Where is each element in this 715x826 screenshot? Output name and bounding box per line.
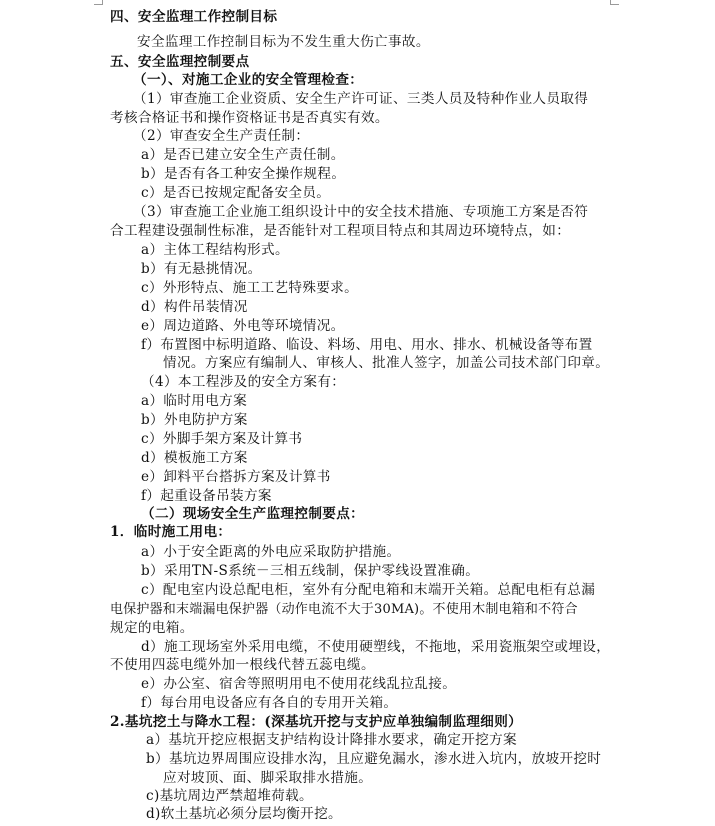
list-item: c）外形特点、施工工艺特殊要求。 <box>141 280 359 296</box>
list-item: b）采用TN-S系统－三相五线制，保护零线设置准确。 <box>141 563 480 579</box>
paragraph-line: 规定的电箱。 <box>110 620 194 636</box>
list-item: a）临时用电方案 <box>141 393 248 409</box>
section-heading: 四、安全监理工作控制目标 <box>110 9 278 25</box>
list-item: a）是否已建立安全生产责任制。 <box>141 147 345 163</box>
list-item: d)软土基坑必须分层均衡开挖。 <box>146 806 342 822</box>
list-item: c）配电室内设总配电柜，室外有分配电箱和末端开关箱。总配电柜有总漏 <box>141 582 596 598</box>
margin-corner-mark <box>610 0 619 5</box>
list-item: e）周边道路、外电等环境情况。 <box>141 318 345 334</box>
subsection-heading: （一）、对施工企业的安全管理检查： <box>133 72 364 88</box>
paragraph-line: （2）审查安全生产责任制： <box>133 128 310 144</box>
paragraph-line: 电保护器和末端漏电保护器（动作电流不大于30MA)。不使用木制电箱和不符合 <box>110 602 578 617</box>
list-item-continuation: 应对坡顶、面、脚采取排水措施。 <box>163 770 373 786</box>
list-item-continuation: 情况。方案应有编制人、审核人、批准人签字，加盖公司技术部门印章。 <box>163 355 610 371</box>
list-item: e）卸料平台搭拆方案及计算书 <box>141 469 331 485</box>
list-item: c)基坑周边严禁超堆荷载。 <box>146 788 313 804</box>
paragraph-line: 安全监理工作控制目标为不发生重大伤亡事故。 <box>137 34 430 50</box>
list-item: f）每台用电设备应有各自的专用开关箱。 <box>141 695 398 711</box>
list-item: b）外电防护方案 <box>141 412 248 428</box>
list-item: e）办公室、宿舍等照明用电不使用花线乱拉乱接。 <box>141 676 457 692</box>
list-item: c）外脚手架方案及计算书 <box>141 431 303 447</box>
subsection-heading: 1．临时施工用电： <box>110 524 232 540</box>
margin-corner-mark <box>94 0 103 5</box>
list-item: d）施工现场室外采用电缆，不使用硬塑线，不拖地，采用瓷瓶架空或埋设， <box>141 639 611 655</box>
paragraph-line: 不使用四蕊电缆外加一根线代替五蕊电缆。 <box>110 657 375 673</box>
paragraph-line: （1）审查施工企业资质、安全生产许可证、三类人员及特种作业人员取得 <box>133 91 589 107</box>
paragraph-line: 合工程建设强制性标准，是否能针对工程项目特点和其周边环境特点，如： <box>110 223 571 239</box>
list-item: d）模板施工方案 <box>141 450 248 466</box>
subsection-heading: 2.基坑挖土与降水工程：(深基坑开挖与支护应单独编制监理细则） <box>110 714 523 730</box>
subsection-heading: （二）现场安全生产监理控制要点： <box>141 506 365 522</box>
paragraph-line: （3）审查施工企业施工组织设计中的安全技术措施、专项施工方案是否符 <box>133 204 589 220</box>
section-heading: 五、安全监理控制要点 <box>110 54 250 70</box>
list-item: f）布置图中标明道路、临设、料场、用电、用水、排水、机械设备等布置 <box>141 337 593 353</box>
list-item: d）构件吊装情况 <box>141 299 248 315</box>
list-item: f）起重设备吊装方案 <box>141 488 272 504</box>
list-item: b）是否有各工种安全操作规程。 <box>141 166 346 182</box>
list-item: c）是否已按规定配备安全员。 <box>141 185 331 201</box>
list-item: b）基坑边界周围应设排水沟，且应避免漏水，渗水进入坑内，放坡开挖时 <box>146 751 602 767</box>
list-item: a）主体工程结构形式。 <box>141 242 289 258</box>
list-item: a）小于安全距离的外电应采取防护措施。 <box>141 544 401 560</box>
paragraph-line: 考核合格证书和操作资格证书是否真实有效。 <box>110 110 389 126</box>
list-item: a）基坑开挖应根据支护结构设计降排水要求，确定开挖方案 <box>146 732 517 748</box>
list-item: b）有无悬挑情况。 <box>141 261 262 277</box>
paragraph-line: （4）本工程涉及的安全方案有： <box>141 374 346 390</box>
